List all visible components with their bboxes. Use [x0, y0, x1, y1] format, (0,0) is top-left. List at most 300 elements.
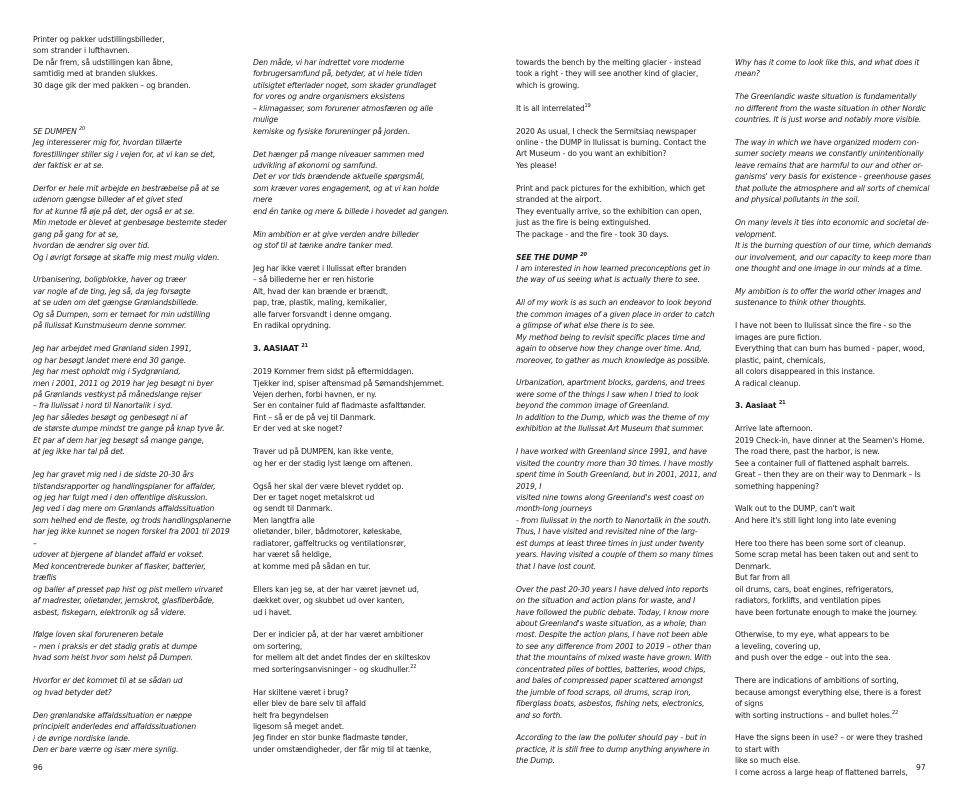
text-line-content: radiators, forklifts, and ventilation pipes	[735, 596, 881, 606]
text-line	[33, 584, 258, 595]
text-line	[516, 561, 741, 572]
text-line-content: sustenance to think other thoughts.	[735, 298, 867, 308]
text-line-content: The way in which we have organized modern con-	[735, 138, 919, 148]
text-line-content: og hvad betyder det?	[33, 687, 112, 697]
text-line	[253, 389, 478, 400]
text-line-content: på Grønlands vestkyst på månedslange rejser	[33, 389, 202, 399]
text-line	[735, 297, 960, 308]
paragraph	[33, 629, 258, 663]
text-line	[516, 744, 741, 755]
text-line	[516, 641, 741, 652]
text-line-content: Og i øvrigt forsøge at skaffe mig mest mulig viden.	[33, 252, 220, 262]
text-line	[33, 629, 258, 640]
text-line-content: Jeg finder en stor bunke fladmaste tønder,	[253, 733, 408, 743]
text-line	[33, 652, 258, 663]
text-line-content: mulige	[253, 115, 279, 125]
text-line-content: 2019 Check-in, have dinner at the Seamen's Home.	[735, 435, 925, 445]
text-line	[253, 263, 478, 274]
footnote-ref: 21	[301, 343, 308, 350]
text-line	[516, 675, 741, 686]
text-line-content: There are indications of ambitions of sorting,	[735, 676, 899, 686]
paragraph	[735, 57, 960, 80]
text-line	[516, 698, 741, 709]
text-line	[516, 206, 741, 217]
text-line	[735, 366, 960, 377]
text-line-content: plastic, paint, chemicals,	[735, 355, 826, 365]
text-line	[735, 183, 960, 194]
text-line	[735, 103, 960, 114]
text-line-content: They eventually arrive, so the exhibition can open,	[516, 206, 702, 216]
text-line-content: online - the DUMP in Ilulissat is burning. Contact the	[516, 138, 707, 148]
text-line	[253, 240, 478, 251]
text-line	[516, 526, 741, 537]
paragraph	[516, 57, 741, 91]
section-heading	[516, 252, 741, 263]
text-line-content: which is growing.	[516, 80, 580, 90]
text-line	[516, 229, 741, 240]
text-line	[253, 183, 478, 194]
text-line	[253, 80, 478, 91]
text-line-content: Great – then they are on their way to Denmark – Is	[735, 470, 921, 480]
text-line-content: again to observe how they change over time. And,	[516, 344, 702, 354]
text-line-content: oil drums, cars, boat engines, refrigerators,	[735, 584, 894, 594]
text-line-content: at jeg ikke har tal på det.	[33, 447, 125, 457]
spacer	[516, 34, 741, 45]
text-line-content: all colors disappeared in this instance.	[735, 367, 875, 377]
text-line-content: udenom gængse billeder af et givet sted	[33, 195, 183, 205]
text-line	[33, 183, 258, 194]
text-line-content: See a container full of flattened asphalt barrels.	[735, 458, 910, 468]
spacer	[33, 103, 258, 114]
paragraph	[253, 149, 478, 218]
section-heading-text: SEE THE DUMP	[516, 252, 578, 262]
text-line	[253, 297, 478, 308]
text-line-content: De når frem, så udstillingen kan åbne,	[33, 57, 173, 67]
text-line-content: under omstændigheder, der får mig til at tænke,	[253, 744, 432, 754]
text-line	[33, 526, 258, 537]
text-line	[516, 755, 741, 766]
text-line-content: about Greenland's waste situation, as a whole, than	[516, 618, 707, 628]
text-line-content: the common images of a given place in order to catch	[516, 309, 715, 319]
text-line-content: have been fortunate enough to make the journey.	[735, 607, 918, 617]
paragraph	[735, 732, 960, 778]
paragraph	[33, 126, 258, 172]
text-line-content: est dumps at least three times in just under twenty	[516, 538, 705, 548]
text-line-content: took a right - they will see another kind of glacier,	[516, 69, 699, 79]
text-line	[735, 595, 960, 606]
text-line	[735, 286, 960, 297]
text-line	[253, 538, 478, 549]
text-line-content: med sorteringsanvisninger – og skudhuller.	[253, 664, 411, 674]
paragraph	[33, 710, 258, 756]
text-line-content: Over the past 20-30 years I have delved into reports	[516, 584, 709, 594]
text-line-content: olietønder, biler, bådmotorer, køleskabe,	[253, 527, 403, 537]
text-line-content: for vores og andre organismers eksistens	[253, 92, 405, 102]
text-line-content: dækket over, og skubbet ud over kanten,	[253, 596, 405, 606]
text-line-content: Walk out to the DUMP, can't wait	[735, 504, 855, 514]
text-line	[253, 286, 478, 297]
text-line	[253, 526, 478, 537]
text-line	[33, 446, 258, 457]
text-line-content: træflis	[33, 573, 57, 583]
text-line	[735, 114, 960, 125]
column-4	[735, 34, 960, 778]
text-line	[253, 607, 478, 618]
text-line-content: to start with	[735, 744, 780, 754]
paragraph	[253, 584, 478, 618]
paragraph	[253, 366, 478, 435]
text-line	[735, 561, 960, 572]
text-line-content: der faktisk er at se.	[33, 160, 104, 170]
paragraph	[33, 34, 258, 91]
text-line-content: visited the country more than 30 times. I have mostly	[516, 458, 714, 468]
column-1	[33, 34, 258, 767]
text-line	[33, 389, 258, 400]
text-line	[33, 400, 258, 411]
text-line-content: that I have lost count.	[516, 561, 597, 571]
text-line	[516, 652, 741, 663]
text-line-content: and bales of compressed paper scattered amongst	[516, 676, 703, 686]
text-line-content: forbrugersamfund på, betyder, at vi hele tiden	[253, 69, 423, 79]
text-line-content: – fra Ilulissat i nord til Nanortalik i syd.	[33, 401, 173, 411]
text-line-content: the way of us seeing what is actually there to see.	[516, 275, 700, 285]
text-line	[253, 664, 478, 675]
text-line-content: Der er indicier på, at der har været ambitioner	[253, 630, 424, 640]
paragraph	[33, 183, 258, 263]
text-line	[516, 458, 741, 469]
text-line-content: Print and pack pictures for the exhibition, which get	[516, 183, 705, 193]
text-line	[253, 698, 478, 709]
text-line-content: Der er taget noget metalskrot ud	[253, 493, 375, 502]
text-line-content: to see any difference from 2001 to 2019 – other than	[516, 641, 712, 651]
text-line	[33, 206, 258, 217]
paragraph	[516, 183, 741, 240]
paragraph	[516, 732, 741, 766]
text-line	[253, 309, 478, 320]
text-line	[253, 710, 478, 721]
paragraph	[516, 103, 741, 114]
text-line-content: utilsigtet efterlader noget, som skader grundlaget	[253, 80, 437, 90]
text-line-content: Ser en container fuld af fladmaste asfalttønder.	[253, 401, 426, 411]
text-line-content: just as the fire is being extinguished.	[516, 218, 651, 228]
text-line	[735, 332, 960, 343]
text-line	[253, 446, 478, 457]
text-line	[735, 629, 960, 640]
text-line	[253, 481, 478, 492]
paragraph	[253, 481, 478, 573]
text-line-content: a leveling, covering up,	[735, 641, 821, 651]
text-line	[33, 515, 258, 526]
text-line	[735, 68, 960, 79]
text-line-content: Min ambition er at give verden andre billeder	[253, 229, 419, 239]
text-line	[735, 607, 960, 618]
text-line-content: ud i havet.	[253, 607, 292, 617]
text-line	[33, 320, 258, 331]
text-line-content: Men langtfra alle	[253, 515, 315, 525]
paragraph	[735, 286, 960, 309]
text-line	[516, 481, 741, 492]
text-line-content: på Ilulissat Kunstmuseum denne sommer.	[33, 321, 187, 331]
text-line	[253, 149, 478, 160]
text-line	[253, 274, 478, 285]
text-line-content: I have worked with Greenland since 1991, and have	[516, 447, 707, 457]
text-line-content: – klimagasser, som forurener atmosfæren og alle	[253, 103, 433, 113]
paragraph	[735, 675, 960, 721]
text-line-content: and push over the edge – out into the sea.	[735, 653, 891, 663]
text-line-content: something happening?	[735, 481, 819, 491]
text-line	[33, 744, 258, 755]
text-line	[253, 320, 478, 331]
text-line-content: end én tanke og mere & billede i hovedet ad gangen.	[253, 206, 450, 216]
text-line	[33, 343, 258, 354]
text-line-content: A radical cleanup.	[735, 378, 801, 388]
text-line	[735, 767, 960, 778]
text-line-content: at se uden om det gængse Grønlandsbillede.	[33, 298, 199, 308]
text-line	[516, 515, 741, 526]
text-line	[516, 503, 741, 514]
paragraph	[253, 229, 478, 252]
text-line	[516, 103, 741, 114]
text-line-content: Tjekker ind, spiser aftensmad på Sømandshjemmet.	[253, 378, 444, 388]
text-line	[33, 194, 258, 205]
text-line-content: En radikal oprydning.	[253, 321, 331, 331]
text-line-content: Den måde, vi har indrettet vore moderne	[253, 57, 405, 67]
text-line-content: years. Having visited a couple of them so many times	[516, 550, 714, 560]
paragraph	[516, 252, 741, 286]
text-line	[516, 137, 741, 148]
text-line-content: Thus, I have visited and revisited nine of the larg-	[516, 527, 698, 537]
text-line	[735, 320, 960, 331]
text-line	[33, 378, 258, 389]
text-line	[735, 675, 960, 686]
text-line	[735, 34, 960, 45]
text-line	[516, 446, 741, 457]
text-line-content: Jeg ved i dag mere om Grønlands affaldssituation	[33, 504, 215, 514]
text-line-content: hvordan de ændrer sig over tid.	[33, 241, 150, 251]
text-line	[735, 240, 960, 251]
text-line-content: And here it's still light long into late evening	[735, 515, 897, 525]
text-line-content: helt fra begyndelsen	[253, 710, 329, 720]
text-line	[735, 584, 960, 595]
text-line	[516, 732, 741, 743]
text-line	[33, 68, 258, 79]
text-line	[33, 240, 258, 251]
text-line	[33, 80, 258, 91]
paragraph	[33, 343, 258, 458]
text-line-content: with sorting instructions – and bullet holes.	[735, 710, 892, 720]
text-line	[735, 148, 960, 159]
text-line-content: om sortering,	[253, 641, 303, 651]
text-line	[253, 641, 478, 652]
text-line	[735, 217, 960, 228]
footnote-ref: 22	[410, 663, 417, 670]
text-line-content: Jeg har ikke været i Ilulissat efter branden	[253, 264, 407, 273]
text-line-content: I have not been to Ilulissat since the fire - so the	[735, 321, 911, 331]
text-line-content: – men i praksis er det stadig gratis at dumpe	[33, 641, 198, 651]
text-line	[253, 171, 478, 182]
text-line-content: The Greenlandic waste situation is fundamentally	[735, 92, 917, 102]
text-line	[33, 492, 258, 503]
text-line-content: men i 2001, 2011 og 2019 har jeg besøgt ni byer	[33, 378, 214, 388]
text-line	[253, 229, 478, 240]
column-3	[516, 34, 741, 778]
text-line-content: alle farver forsvandt i denne omgang.	[253, 309, 392, 319]
text-line	[33, 607, 258, 618]
text-line	[516, 34, 741, 45]
text-line	[253, 57, 478, 68]
paragraph	[253, 629, 478, 675]
text-line	[735, 57, 960, 68]
text-line	[516, 309, 741, 320]
text-line-content: Min metode er blevet at genbesøge bestemte steder	[33, 218, 227, 228]
text-line-content: Med koncentrerede bunker af flasker, batterier,	[33, 561, 206, 571]
text-line	[33, 423, 258, 434]
text-line-content: som strander i lufthavnen.	[33, 46, 130, 56]
text-line-content: and physical pollutants in the soil.	[735, 195, 860, 205]
paragraph	[735, 629, 960, 663]
text-line-content: Everything that can burn has burned - paper, wood,	[735, 344, 925, 354]
text-line-content: Urbanization, apartment blocks, gardens, and trees	[516, 378, 705, 388]
text-line-content: har jeg ikke kunnet se nogen forskel fra 2001 til 2019	[33, 527, 230, 537]
paragraph	[735, 400, 960, 411]
text-line	[516, 710, 741, 721]
footnote-ref: 21	[778, 400, 786, 407]
text-line	[735, 710, 960, 721]
text-line-content: var nogle af de ting, jeg så, da jeg forsøgte	[33, 286, 191, 296]
text-line	[735, 755, 960, 766]
text-line	[735, 458, 960, 469]
text-line-content: gang på gang for at se,	[33, 229, 119, 239]
text-line-content: were some of the things I saw when I tried to look	[516, 389, 699, 399]
text-line-content: samtidig med at branden slukkes.	[33, 69, 158, 79]
text-line	[516, 148, 741, 159]
text-line-content: stranded at the airport.	[516, 195, 602, 205]
text-line-content: Yes please!	[516, 160, 557, 170]
text-line-content: that pollute the atmosphere and all sorts of chemical	[735, 183, 930, 193]
text-line-content: practice, it is still free to dump anything anywhere in	[516, 744, 710, 754]
text-line-content: Fint – så er de på vej til Danmark.	[253, 412, 376, 422]
text-line	[516, 412, 741, 423]
text-line	[516, 389, 741, 400]
text-line	[735, 355, 960, 366]
paragraph	[735, 423, 960, 492]
text-line-content: Why has it come to look like this, and what does it	[735, 57, 920, 67]
text-line	[253, 412, 478, 423]
text-line-content: har været så heldige,	[253, 550, 332, 560]
text-line-content: Jeg har gravet mig ned i de sidste 20-30 års	[33, 470, 194, 480]
text-line-content: most. Despite the action plans, I have not been able	[516, 630, 708, 640]
text-line	[735, 194, 960, 205]
paragraph	[33, 469, 258, 618]
text-line	[33, 137, 258, 148]
paragraph	[735, 538, 960, 618]
spacer	[735, 34, 960, 45]
text-line-content: 2020 As usual, I check the Sermitsiaq newspaper	[516, 126, 697, 136]
text-line	[516, 263, 741, 274]
text-line	[735, 435, 960, 446]
text-line	[33, 687, 258, 698]
text-line	[516, 217, 741, 228]
text-line	[735, 549, 960, 560]
text-line-content: In addition to the Dump, which was the theme of my	[516, 412, 710, 422]
text-line-content: 2019 Kommer frem sidst på eftermiddagen.	[253, 367, 414, 377]
text-line	[33, 503, 258, 514]
text-line-content: Arrive late afternoon.	[735, 424, 813, 434]
text-line	[33, 549, 258, 560]
text-line	[516, 423, 741, 434]
text-line-content: no different from the waste situation in other Nordic	[735, 103, 926, 113]
text-line	[735, 252, 960, 263]
text-line-content: mere	[253, 195, 273, 205]
paragraph	[253, 446, 478, 469]
text-line-content: for mellem alt det andet findes der en skilteskov	[253, 653, 431, 663]
paragraph	[735, 137, 960, 206]
text-line	[516, 297, 741, 308]
paragraph	[253, 343, 478, 354]
paragraph	[253, 57, 478, 137]
text-line-content: one thought and one image in our minds at a time.	[735, 264, 923, 273]
paragraph	[516, 584, 741, 721]
paragraph	[516, 126, 741, 172]
text-line	[33, 355, 258, 366]
text-line-content: og stof til at tænke andre tanker med.	[253, 241, 394, 251]
text-line	[516, 332, 741, 343]
text-line	[253, 515, 478, 526]
text-line	[516, 274, 741, 285]
text-line	[33, 45, 258, 56]
text-line	[253, 629, 478, 640]
text-line	[516, 80, 741, 91]
text-line-content: mean?	[735, 69, 760, 79]
page-number-right: 97	[916, 763, 926, 772]
text-line	[735, 481, 960, 492]
text-line-content: leave remains that are harmful to our and other or-	[735, 160, 923, 170]
text-line	[33, 721, 258, 732]
text-line-content: countries. It is just worse and notably more visible.	[735, 115, 922, 125]
text-line-content: tilstandsrapporter og handlingsplaner for affalder,	[33, 481, 216, 491]
text-line	[735, 91, 960, 102]
text-line	[735, 538, 960, 549]
text-line-content: Også her skal der være blevet ryddet op.	[253, 481, 404, 491]
paragraph	[735, 91, 960, 125]
text-line-content: It is all interrelated	[516, 103, 585, 113]
text-line-content: Here too there has been some sort of cleanup.	[735, 538, 906, 548]
text-line-content: radiatorer, gaffeltrucks og ventilationsrør,	[253, 538, 406, 548]
text-line	[516, 343, 741, 354]
section-heading-text: SE DUMPEN	[33, 126, 77, 136]
text-line-content: The package - and the fire - took 30 days.	[516, 229, 669, 239]
text-line-content: concentrated piles of bottles, batteries, wood chips,	[516, 664, 706, 674]
text-line	[516, 57, 741, 68]
text-line-content: on the situation and action plans for waste, and I	[516, 596, 696, 606]
text-line	[253, 687, 478, 698]
text-line	[253, 458, 478, 469]
text-line	[516, 687, 741, 698]
text-line-content: exhibition at the Ilulissat Art Museum that summer.	[516, 424, 704, 434]
section-heading	[735, 400, 960, 411]
text-line	[516, 68, 741, 79]
text-line-content: the jumble of food scraps, oil drums, scrap iron,	[516, 687, 691, 697]
paragraph	[516, 297, 741, 366]
text-line	[735, 515, 960, 526]
footnote-ref: 19	[584, 102, 591, 109]
text-line-content: All of my work is as such an endeavor to look beyond	[516, 298, 712, 308]
text-line-content: fiberglass boats, asbestos, fishing nets, electronics,	[516, 699, 705, 709]
text-line	[735, 446, 960, 457]
text-line	[735, 652, 960, 663]
section-heading-text: 3. AASIAAT	[253, 344, 299, 354]
text-line-content: i de øvrige nordiske lande.	[33, 733, 131, 743]
